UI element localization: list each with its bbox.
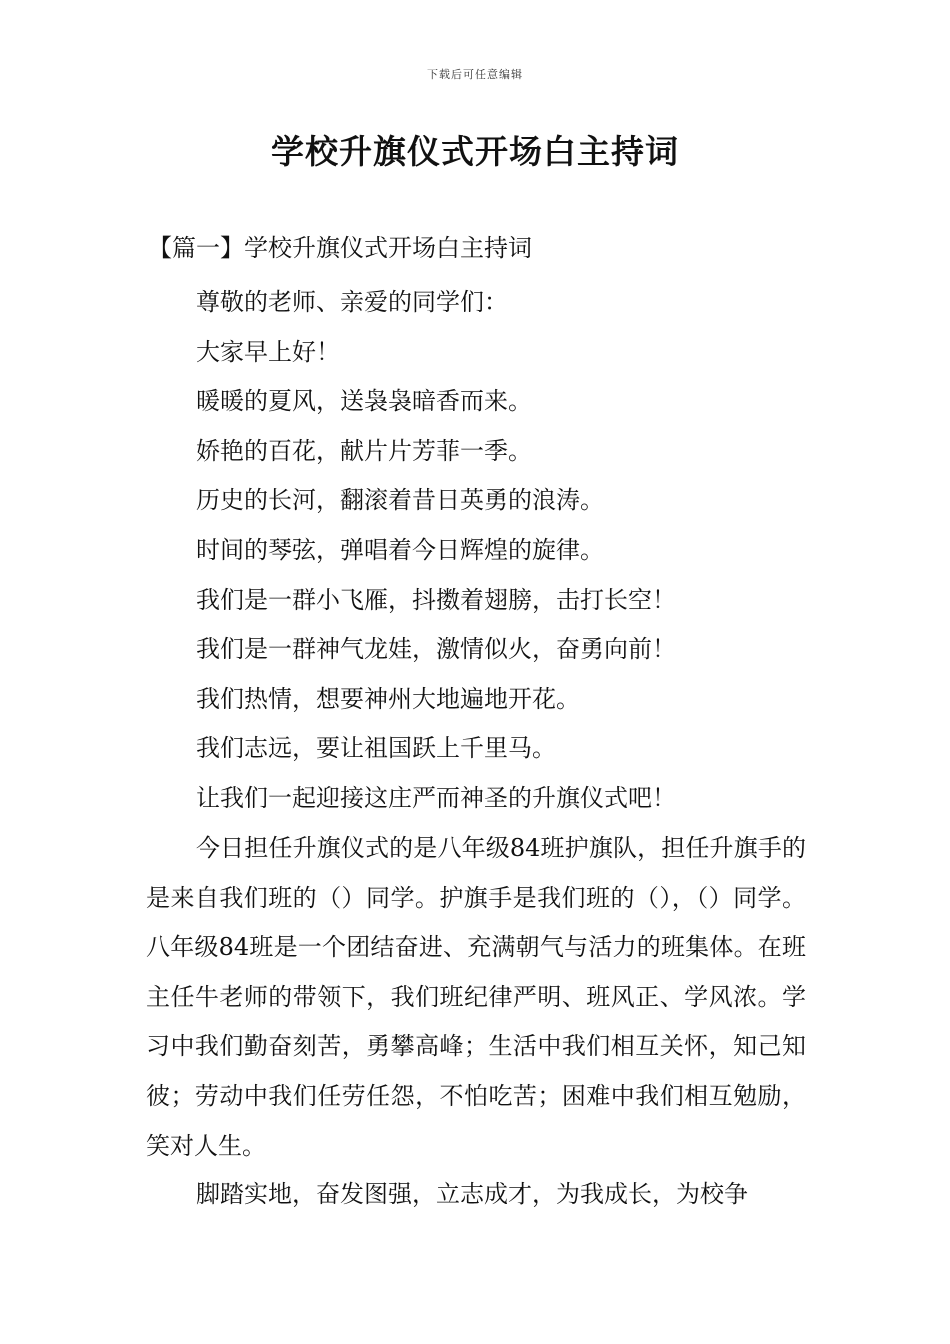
text-line: 让我们一起迎接这庄严而神圣的升旗仪式吧！	[196, 783, 676, 812]
document-title: 学校升旗仪式开场白主持词	[271, 132, 679, 171]
body-paragraph: 脚踏实地，奋发图强，立志成才，为我成长，为校争	[196, 1180, 748, 1208]
text-line: 大家早上好！	[196, 337, 340, 366]
text-line: 我们是一群小飞雁，抖擞着翅膀，击打长空！	[196, 585, 676, 614]
section-heading: 【篇一】学校升旗仪式开场白主持词	[148, 234, 532, 262]
text-line: 暖暖的夏风，送袅袅暗香而来。	[196, 387, 532, 416]
text-line: 时间的琴弦，弹唱着今日辉煌的旋律。	[196, 535, 604, 564]
text-line: 我们志远，要让祖国跃上千里马。	[196, 734, 556, 763]
text-line: 我们是一群神气龙娃，激情似火，奋勇向前！	[196, 635, 676, 664]
text-line: 娇艳的百花，献片片芳菲一季。	[196, 436, 532, 465]
header-note: 下载后可任意编辑	[427, 68, 523, 81]
body-paragraph: 今日担任升旗仪式的是八年级84班护旗队，担任升旗手的是来自我们班的（）同学。护旗手是我们班的（），（）同学。八年级84班是一个团结奋进、充满朝气与活力的班集体。在班主任牛老师的带领下，我们班纪律严明、班风正、学风浓。学习中我们勤奋刻苦，勇攀高峰；生活中我们相互关怀，知己知彼；劳动中我们任劳任怨，不怕吃苦；困难中我们相互勉励，笑对人生。	[146, 834, 806, 1160]
text-line: 我们热情，想要神州大地遍地开花。	[196, 684, 580, 713]
greeting-lines	[196, 278, 816, 824]
text-line: 历史的长河，翻滚着昔日英勇的浪涛。	[196, 486, 604, 515]
text-line: 尊敬的老师、亲爱的同学们：	[196, 288, 508, 316]
